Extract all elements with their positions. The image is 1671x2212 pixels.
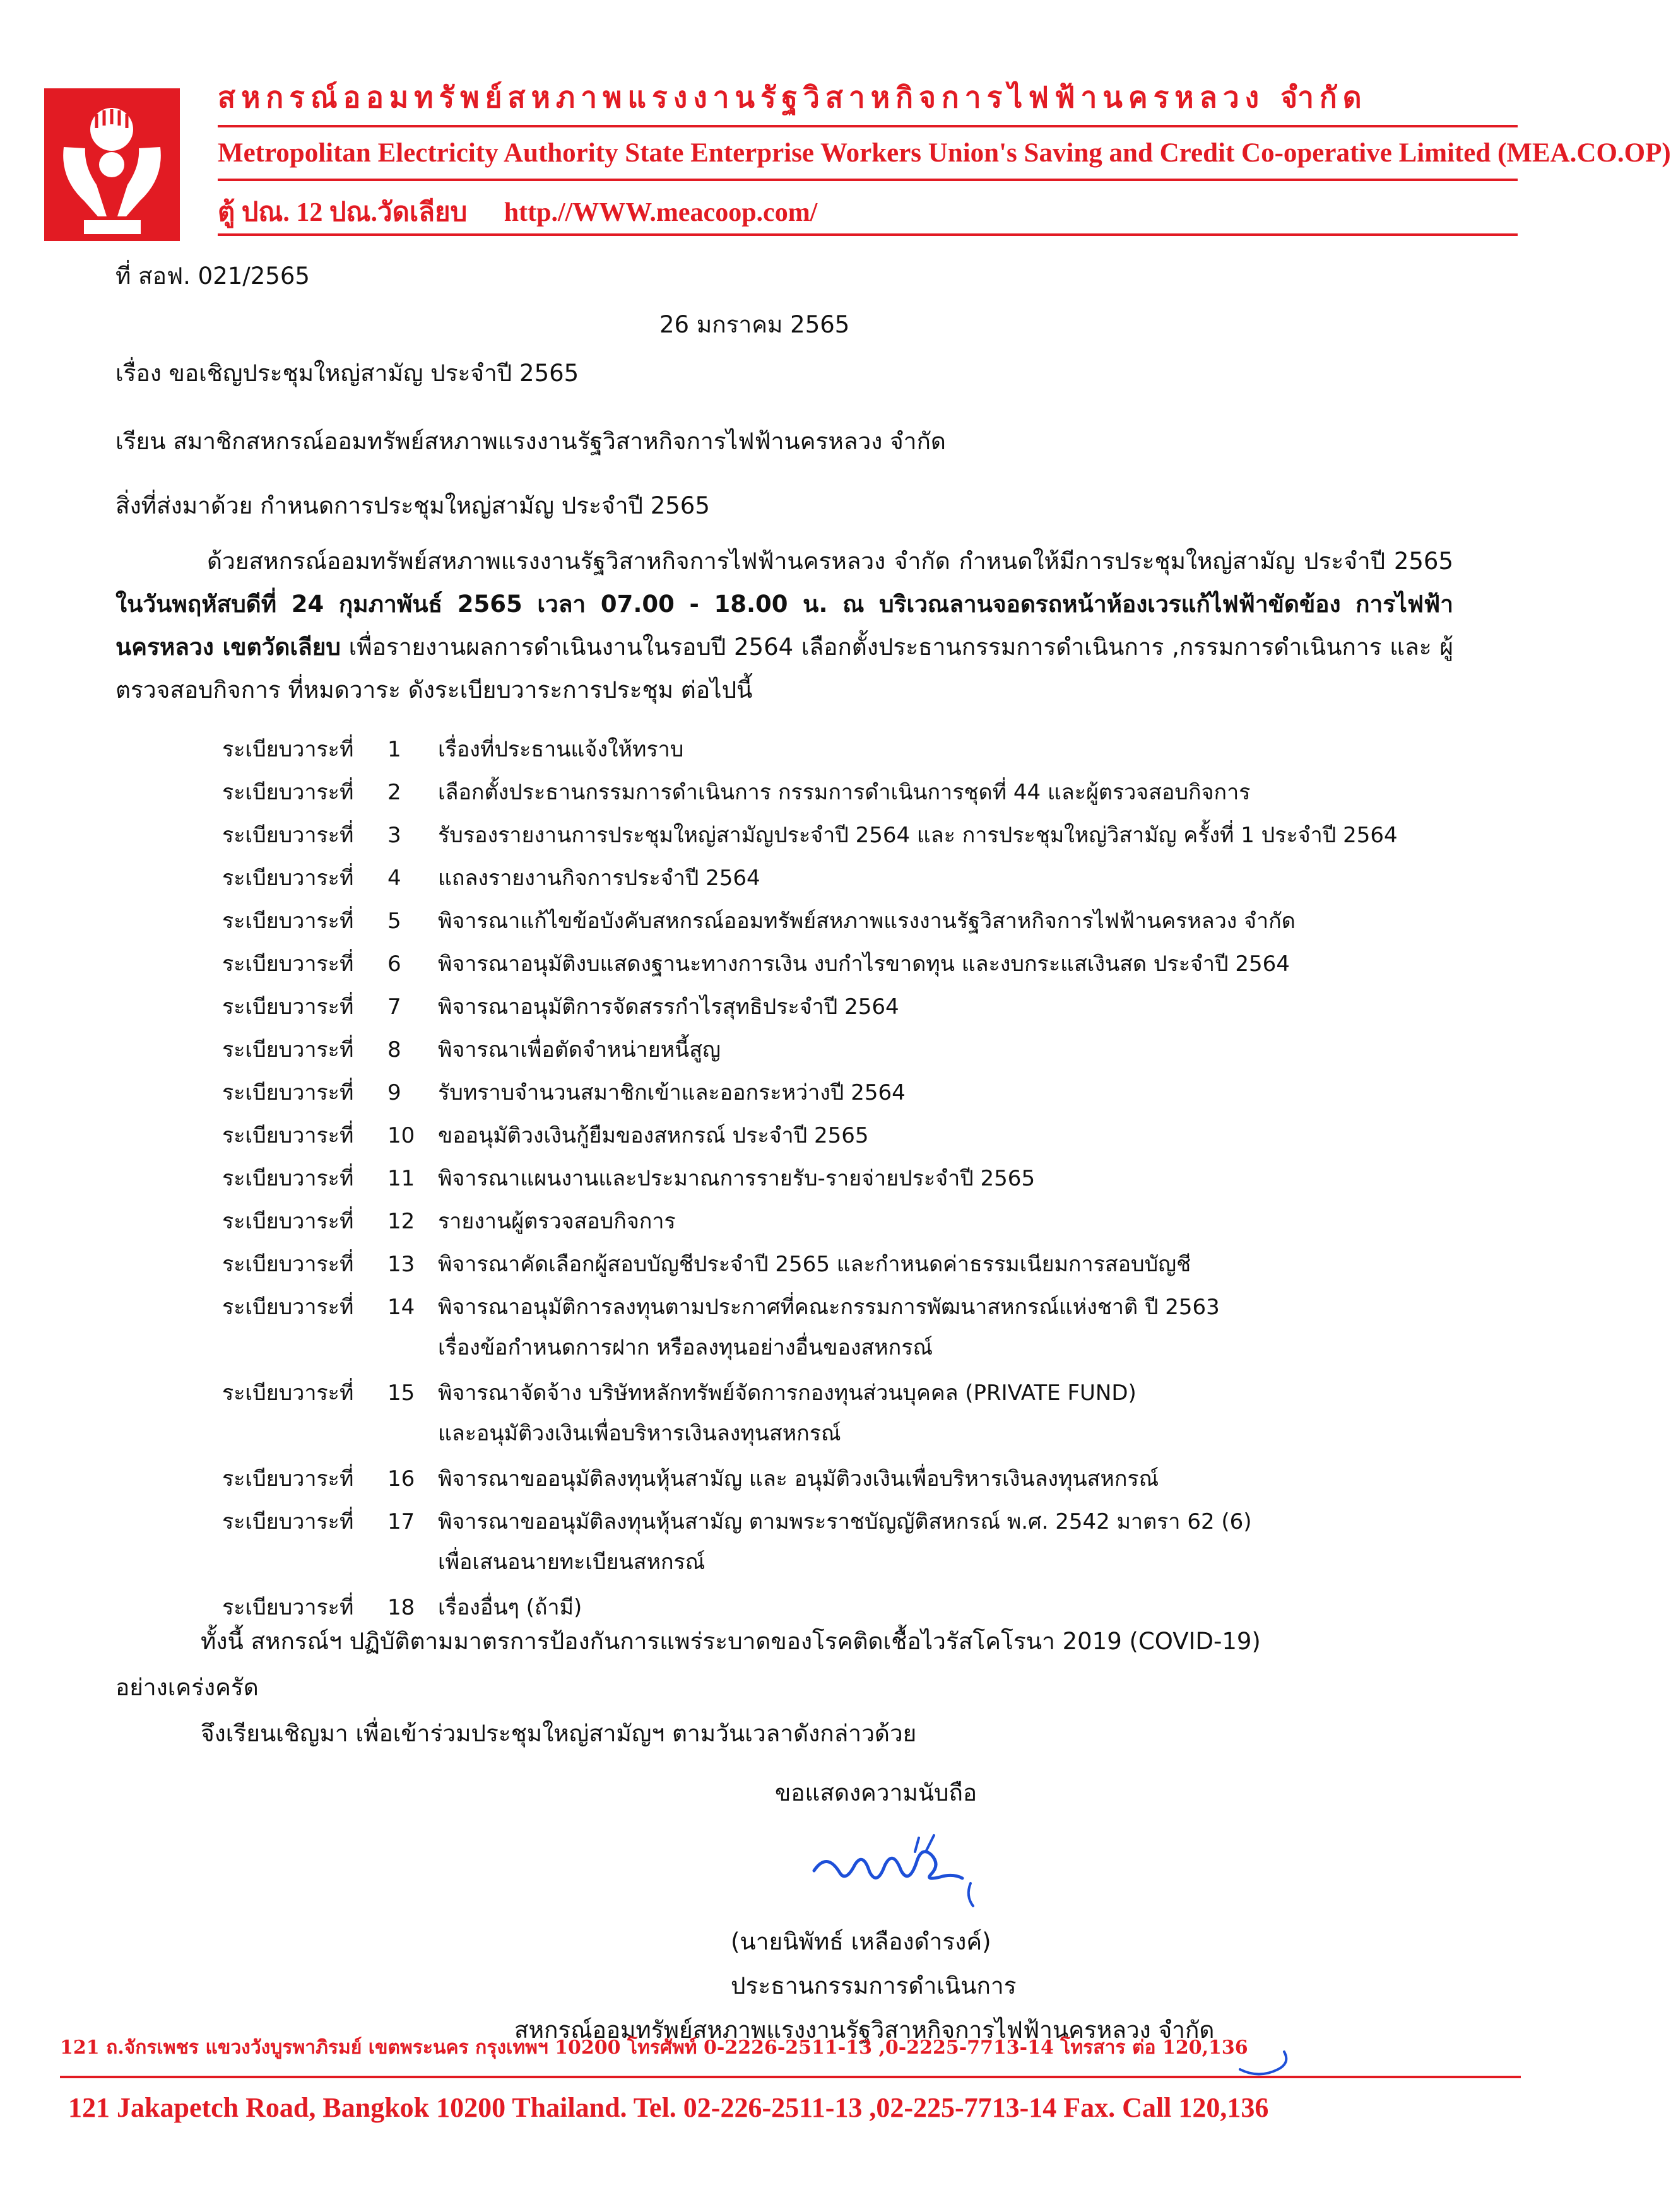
agenda-item [222, 1204, 676, 1238]
document-date: 26 มกราคม 2565 [659, 311, 850, 338]
agenda-item [222, 1290, 1220, 1360]
union-logo [44, 88, 180, 241]
agenda-number: 10 [387, 1123, 415, 1148]
agenda-text: พิจารณาคัดเลือกผู้สอบบัญชีประจำปี 2565 และกำหนดค่าธรรมเนียมการสอบบัญชี [438, 1252, 1191, 1277]
agenda-number: 5 [387, 909, 401, 934]
agenda-item [222, 1504, 1252, 1575]
agenda-label: ระเบียบวาระที่ [222, 1295, 354, 1320]
agenda-item [222, 989, 899, 1023]
agenda-text-continued: และอนุมัติวงเงินเพื่อบริหารเงินลงทุนสหกรณ์ [438, 1421, 841, 1446]
agenda-label: ระเบียบวาระที่ [222, 994, 354, 1020]
agenda-label: ระเบียบวาระที่ [222, 866, 354, 891]
agenda-number: 16 [387, 1466, 415, 1491]
agenda-number: 18 [387, 1595, 415, 1620]
agenda-item [222, 1118, 869, 1152]
agenda-item [222, 818, 1398, 852]
agenda-number: 11 [387, 1166, 415, 1191]
body-text-meeting-details: ในวันพฤหัสบดีที่ 24 กุมภาพันธ์ 2565 เวลา 07.00 - 18.00 น. ณ บริเวณลานจอดรถหน้าห้องเวรแก้ไฟฟ้าขัดข้อง การไฟฟ้านครหลวง เขตวัดเลียบ [115, 591, 1453, 661]
body-paragraph [115, 540, 1453, 712]
handwritten-signature-icon [808, 1827, 984, 1921]
agenda-text-continued: เรื่องข้อกำหนดการฝาก หรือลงทุนอย่างอื่นของสหกรณ์ [438, 1335, 933, 1360]
agenda-text-continued: เพื่อเสนอนายทะเบียนสหกรณ์ [438, 1550, 706, 1575]
agenda-text: พิจารณาแก้ไขข้อบังคับสหกรณ์ออมทรัพย์สหภาพแรงงานรัฐวิสาหกิจการไฟฟ้านครหลวง จำกัด [438, 909, 1296, 934]
union-name-thai: สหกรณ์ออมทรัพย์สหภาพแรงงานรัฐวิสาหกิจการไฟฟ้านครหลวง จำกัด [218, 80, 1367, 114]
agenda-number: 8 [387, 1037, 401, 1062]
agenda-number: 4 [387, 866, 401, 891]
agenda-item [222, 1161, 1035, 1195]
footer-address-english: 121 Jakapetch Road, Bangkok 10200 Thailand. Tel. 02-226-2511-13 ,02-225-7713-14 Fax. Call 120,136 [68, 2092, 1269, 2123]
agenda-text: พิจารณาขออนุมัติลงทุนหุ้นสามัญ และ อนุมัติวงเงินเพื่อบริหารเงินลงทุนสหกรณ์ [438, 1466, 1159, 1491]
agenda-text: รายงานผู้ตรวจสอบกิจการ [438, 1209, 676, 1234]
agenda-text: ขออนุมัติวงเงินกู้ยืมของสหกรณ์ ประจำปี 2565 [438, 1123, 869, 1148]
agenda-text: รับรองรายงานการประชุมใหญ่สามัญประจำปี 2564 และ การประชุมใหญ่วิสามัญ ครั้งที่ 1 ประจำปี 2564 [438, 823, 1398, 848]
agenda-number: 12 [387, 1209, 415, 1234]
agenda-text: พิจารณาอนุมัติการจัดสรรกำไรสุทธิประจำปี 2564 [438, 994, 899, 1020]
document-recipient: เรียน สมาชิกสหกรณ์ออมทรัพย์สหภาพแรงงานรัฐวิสาหกิจการไฟฟ้านครหลวง จำกัด [115, 428, 946, 455]
document-enclosure: สิ่งที่ส่งมาด้วย กำหนดการประชุมใหญ่สามัญ ประจำปี 2565 [115, 492, 710, 519]
agenda-item [222, 1375, 1137, 1446]
agenda-item [222, 1032, 721, 1066]
agenda-label: ระเบียบวาระที่ [222, 1123, 354, 1148]
agenda-label: ระเบียบวาระที่ [222, 1166, 354, 1191]
agenda-number: 13 [387, 1252, 415, 1277]
agenda-text: แถลงรายงานกิจการประจำปี 2564 [438, 866, 760, 891]
agenda-label: ระเบียบวาระที่ [222, 1509, 354, 1534]
agenda-label: ระเบียบวาระที่ [222, 823, 354, 848]
agenda-number: 9 [387, 1080, 401, 1105]
agenda-item [222, 861, 760, 895]
covid-notice: ทั้งนี้ สหกรณ์ฯ ปฏิบัติตามมาตรการป้องกันการแพร่ระบาดของโรคติดเชื้อไวรัสโคโรนา 2019 (COVID-19) [201, 1628, 1261, 1655]
agenda-label: ระเบียบวาระที่ [222, 1595, 354, 1620]
agenda-text: พิจารณาอนุมัติงบแสดงฐานะทางการเงิน งบกำไรขาดทุน และงบกระแสเงินสด ประจำปี 2564 [438, 951, 1290, 977]
document-number: ที่ สอฟ. 021/2565 [115, 262, 310, 290]
covid-notice-continued: อย่างเคร่งครัด [115, 1674, 259, 1701]
agenda-item [222, 1461, 1159, 1495]
agenda-label: ระเบียบวาระที่ [222, 1466, 354, 1491]
agenda-label: ระเบียบวาระที่ [222, 780, 354, 805]
agenda-item [222, 732, 683, 766]
agenda-item [222, 1075, 906, 1109]
agenda-text: พิจารณาอนุมัติการลงทุนตามประกาศที่คณะกรรมการพัฒนาสหกรณ์แห่งชาติ ปี 2563 [438, 1295, 1220, 1320]
union-name-english: Metropolitan Electricity Authority State Enterprise Workers Union's Saving and Credit Co-operative Limited (MEA.CO.OP) [218, 138, 1671, 168]
agenda-number: 15 [387, 1380, 415, 1406]
agenda-label: ระเบียบวาระที่ [222, 1209, 354, 1234]
agenda-label: ระเบียบวาระที่ [222, 909, 354, 934]
body-text-intro: ด้วยสหกรณ์ออมทรัพย์สหภาพแรงงานรัฐวิสาหกิจการไฟฟ้านครหลวง จำกัด กำหนดให้มีการประชุมใหญ่สามัญ ประจำปี 2565 [207, 548, 1453, 575]
agenda-number: 14 [387, 1295, 415, 1320]
agenda-label: ระเบียบวาระที่ [222, 1080, 354, 1105]
agenda-item [222, 903, 1296, 938]
signature-mark [808, 1827, 984, 1924]
agenda-number: 1 [387, 737, 401, 762]
agenda-number: 7 [387, 994, 401, 1020]
closing-salutation: ขอแสดงความนับถือ [775, 1779, 977, 1806]
agenda-label: ระเบียบวาระที่ [222, 1380, 354, 1406]
agenda-label: ระเบียบวาระที่ [222, 1037, 354, 1062]
contact-line [218, 191, 817, 233]
signer-title: ประธานกรรมการดำเนินการ [731, 1972, 1017, 1999]
agenda-label: ระเบียบวาระที่ [222, 737, 354, 762]
agenda-text: เลือกตั้งประธานกรรมการดำเนินการ กรรมการดำเนินการชุดที่ 44 และผู้ตรวจสอบกิจการ [438, 780, 1251, 805]
agenda-text: พิจารณาจัดจ้าง บริษัทหลักทรัพย์จัดการกองทุนส่วนบุคคล (PRIVATE FUND) [438, 1380, 1137, 1406]
footer-address-thai: 121 ถ.จักรเพชร แขวงวังบูรพาภิรมย์ เขตพระนคร กรุงเทพฯ 10200 โทรศัพท์ 0-2226-2511-13 ,0-2225-7713-14 โทรสาร ต่อ 120,136 [60, 2037, 1248, 2059]
union-emblem-icon [46, 90, 178, 239]
agenda-number: 6 [387, 951, 401, 977]
agenda-label: ระเบียบวาระที่ [222, 951, 354, 977]
agenda-number: 3 [387, 823, 401, 848]
agenda-item [222, 1247, 1191, 1281]
body-text-purpose: เพื่อรายงานผลการดำเนินงานในรอบปี 2564 เลือกตั้งประธานกรรมการดำเนินการ ,กรรมการดำเนินการ และ ผู้ตรวจสอบกิจการ ที่หมดวาระ ดังระเบียบวาระการประชุม ต่อไปนี้ [115, 633, 1453, 703]
agenda-number: 17 [387, 1509, 415, 1534]
signer-name: (นายนิพัทธ์ เหลืองดำรงค์) [731, 1928, 991, 1955]
website-link[interactable]: http.//WWW.meacoop.com/ [504, 198, 818, 227]
invitation-line: จึงเรียนเชิญมา เพื่อเข้าร่วมประชุมใหญ่สามัญฯ ตามวันเวลาดังกล่าวด้วย [201, 1720, 917, 1747]
footer-pen-mark [1234, 2044, 1309, 2085]
agenda-label: ระเบียบวาระที่ [222, 1252, 354, 1277]
letterhead-rule-top [218, 125, 1518, 127]
agenda-text: เรื่องอื่นๆ (ถ้ามี) [438, 1595, 582, 1620]
letterhead-rule-middle [218, 179, 1518, 181]
signer-organization: สหกรณ์ออมทรัพย์สหภาพแรงงานรัฐวิสาหกิจการไฟฟ้านครหลวง จำกัด [514, 2016, 1215, 2044]
agenda-text: เรื่องที่ประธานแจ้งให้ทราบ [438, 737, 684, 762]
agenda-text: พิจารณาแผนงานและประมาณการรายรับ-รายจ่ายประจำปี 2565 [438, 1166, 1036, 1191]
agenda-item [222, 1590, 582, 1624]
agenda-item [222, 775, 1250, 809]
agenda-text: รับทราบจำนวนสมาชิกเข้าและออกระหว่างปี 2564 [438, 1080, 906, 1105]
letterhead-rule-bottom [218, 233, 1518, 236]
footer-rule [60, 2076, 1521, 2078]
agenda-number: 2 [387, 780, 401, 805]
agenda-text: พิจารณาขออนุมัติลงทุนหุ้นสามัญ ตามพระราชบัญญัติสหกรณ์ พ.ศ. 2542 มาตรา 62 (6) [438, 1509, 1252, 1534]
document-subject: เรื่อง ขอเชิญประชุมใหญ่สามัญ ประจำปี 2565 [115, 360, 579, 387]
po-box: ตู้ ปณ. 12 ปณ.วัดเลียบ [218, 198, 468, 227]
agenda-text: พิจารณาเพื่อตัดจำหน่ายหนี้สูญ [438, 1037, 721, 1062]
agenda-item [222, 946, 1290, 980]
